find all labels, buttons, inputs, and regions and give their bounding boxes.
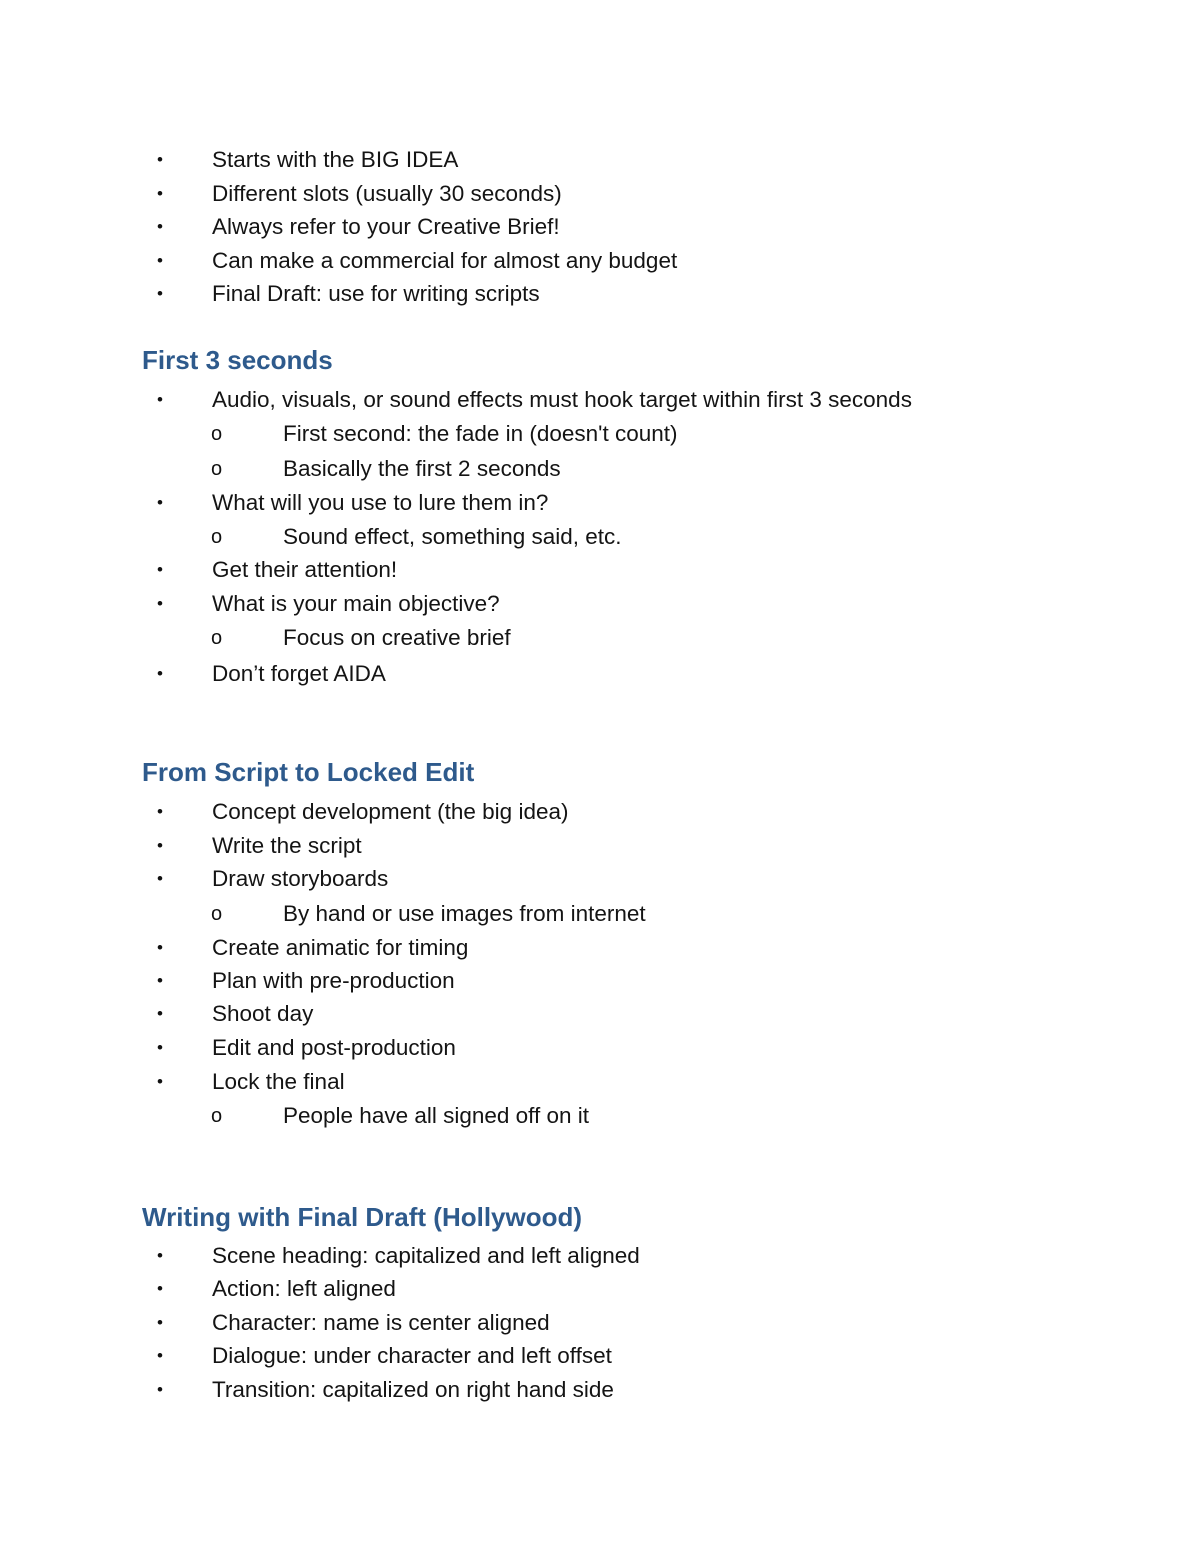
sub-list-item-text: People have all signed off on it — [283, 1103, 590, 1128]
bullet-icon: • — [157, 664, 163, 683]
list-item-text: Starts with the BIG IDEA — [212, 147, 459, 172]
list-item-text: Plan with pre-production — [212, 968, 455, 993]
sub-bullet-icon: o — [211, 903, 223, 925]
bullet-icon: • — [157, 802, 163, 821]
sub-bullet-icon: o — [211, 1105, 223, 1127]
list-item-text: Action: left aligned — [212, 1276, 396, 1301]
list-item-text: What is your main objective? — [212, 591, 500, 616]
bullet-icon: • — [157, 217, 163, 236]
list-item-text: Write the script — [212, 833, 362, 858]
list-item-text: Different slots (usually 30 seconds) — [212, 181, 562, 206]
sub-list-item-text: Basically the first 2 seconds — [283, 456, 561, 481]
bullet-icon: • — [157, 1279, 163, 1298]
bullet-icon: • — [157, 184, 163, 203]
bullet-icon: • — [157, 284, 163, 303]
bullet-icon: • — [157, 938, 163, 957]
bullet-icon: • — [157, 1246, 163, 1265]
list-item-text: Shoot day — [212, 1001, 314, 1026]
list-item-text: Lock the final — [212, 1069, 345, 1094]
sub-bullet-icon: o — [211, 526, 223, 548]
list-item-text: Concept development (the big idea) — [212, 799, 569, 824]
sub-bullet-icon: o — [211, 458, 223, 480]
list-item-text: What will you use to lure them in? — [212, 490, 549, 515]
bullet-icon: • — [157, 1346, 163, 1365]
section-heading: First 3 seconds — [142, 345, 333, 375]
bullet-icon: • — [157, 560, 163, 579]
list-item-text: Always refer to your Creative Brief! — [212, 214, 560, 239]
bullet-icon: • — [157, 1072, 163, 1091]
bullet-icon: • — [157, 251, 163, 270]
list-item-text: Final Draft: use for writing scripts — [212, 281, 540, 306]
list-item-text: Audio, visuals, or sound effects must hook target within first 3 seconds — [212, 387, 912, 412]
bullet-icon: • — [157, 390, 163, 409]
list-item-text: Don’t forget AIDA — [212, 661, 386, 686]
bullet-icon: • — [157, 1004, 163, 1023]
bullet-icon: • — [157, 1380, 163, 1399]
list-item-text: Transition: capitalized on right hand side — [212, 1377, 614, 1402]
list-item-text: Create animatic for timing — [212, 935, 469, 960]
sub-list-item-text: Focus on creative brief — [283, 625, 511, 650]
list-item-text: Scene heading: capitalized and left aligned — [212, 1243, 640, 1268]
section-heading: From Script to Locked Edit — [142, 757, 475, 787]
list-item-text: Draw storyboards — [212, 866, 389, 891]
list-item-text: Character: name is center aligned — [212, 1310, 550, 1335]
sub-list-item-text: By hand or use images from internet — [283, 901, 646, 926]
bullet-icon: • — [157, 869, 163, 888]
list-item-text: Get their attention! — [212, 557, 398, 582]
sub-list-item-text: First second: the fade in (doesn't count) — [283, 421, 678, 446]
sub-bullet-icon: o — [211, 627, 223, 649]
list-item-text: Edit and post-production — [212, 1035, 456, 1060]
bullet-icon: • — [157, 594, 163, 613]
sub-list-item-text: Sound effect, something said, etc. — [283, 524, 622, 549]
bullet-icon: • — [157, 493, 163, 512]
list-item-text: Dialogue: under character and left offset — [212, 1343, 612, 1368]
section-heading: Writing with Final Draft (Hollywood) — [142, 1202, 583, 1232]
bullet-icon: • — [157, 1313, 163, 1332]
bullet-icon: • — [157, 150, 163, 169]
list-item-text: Can make a commercial for almost any budget — [212, 248, 678, 273]
bullet-icon: • — [157, 836, 163, 855]
sub-bullet-icon: o — [211, 423, 223, 445]
bullet-icon: • — [157, 1038, 163, 1057]
bullet-icon: • — [157, 971, 163, 990]
